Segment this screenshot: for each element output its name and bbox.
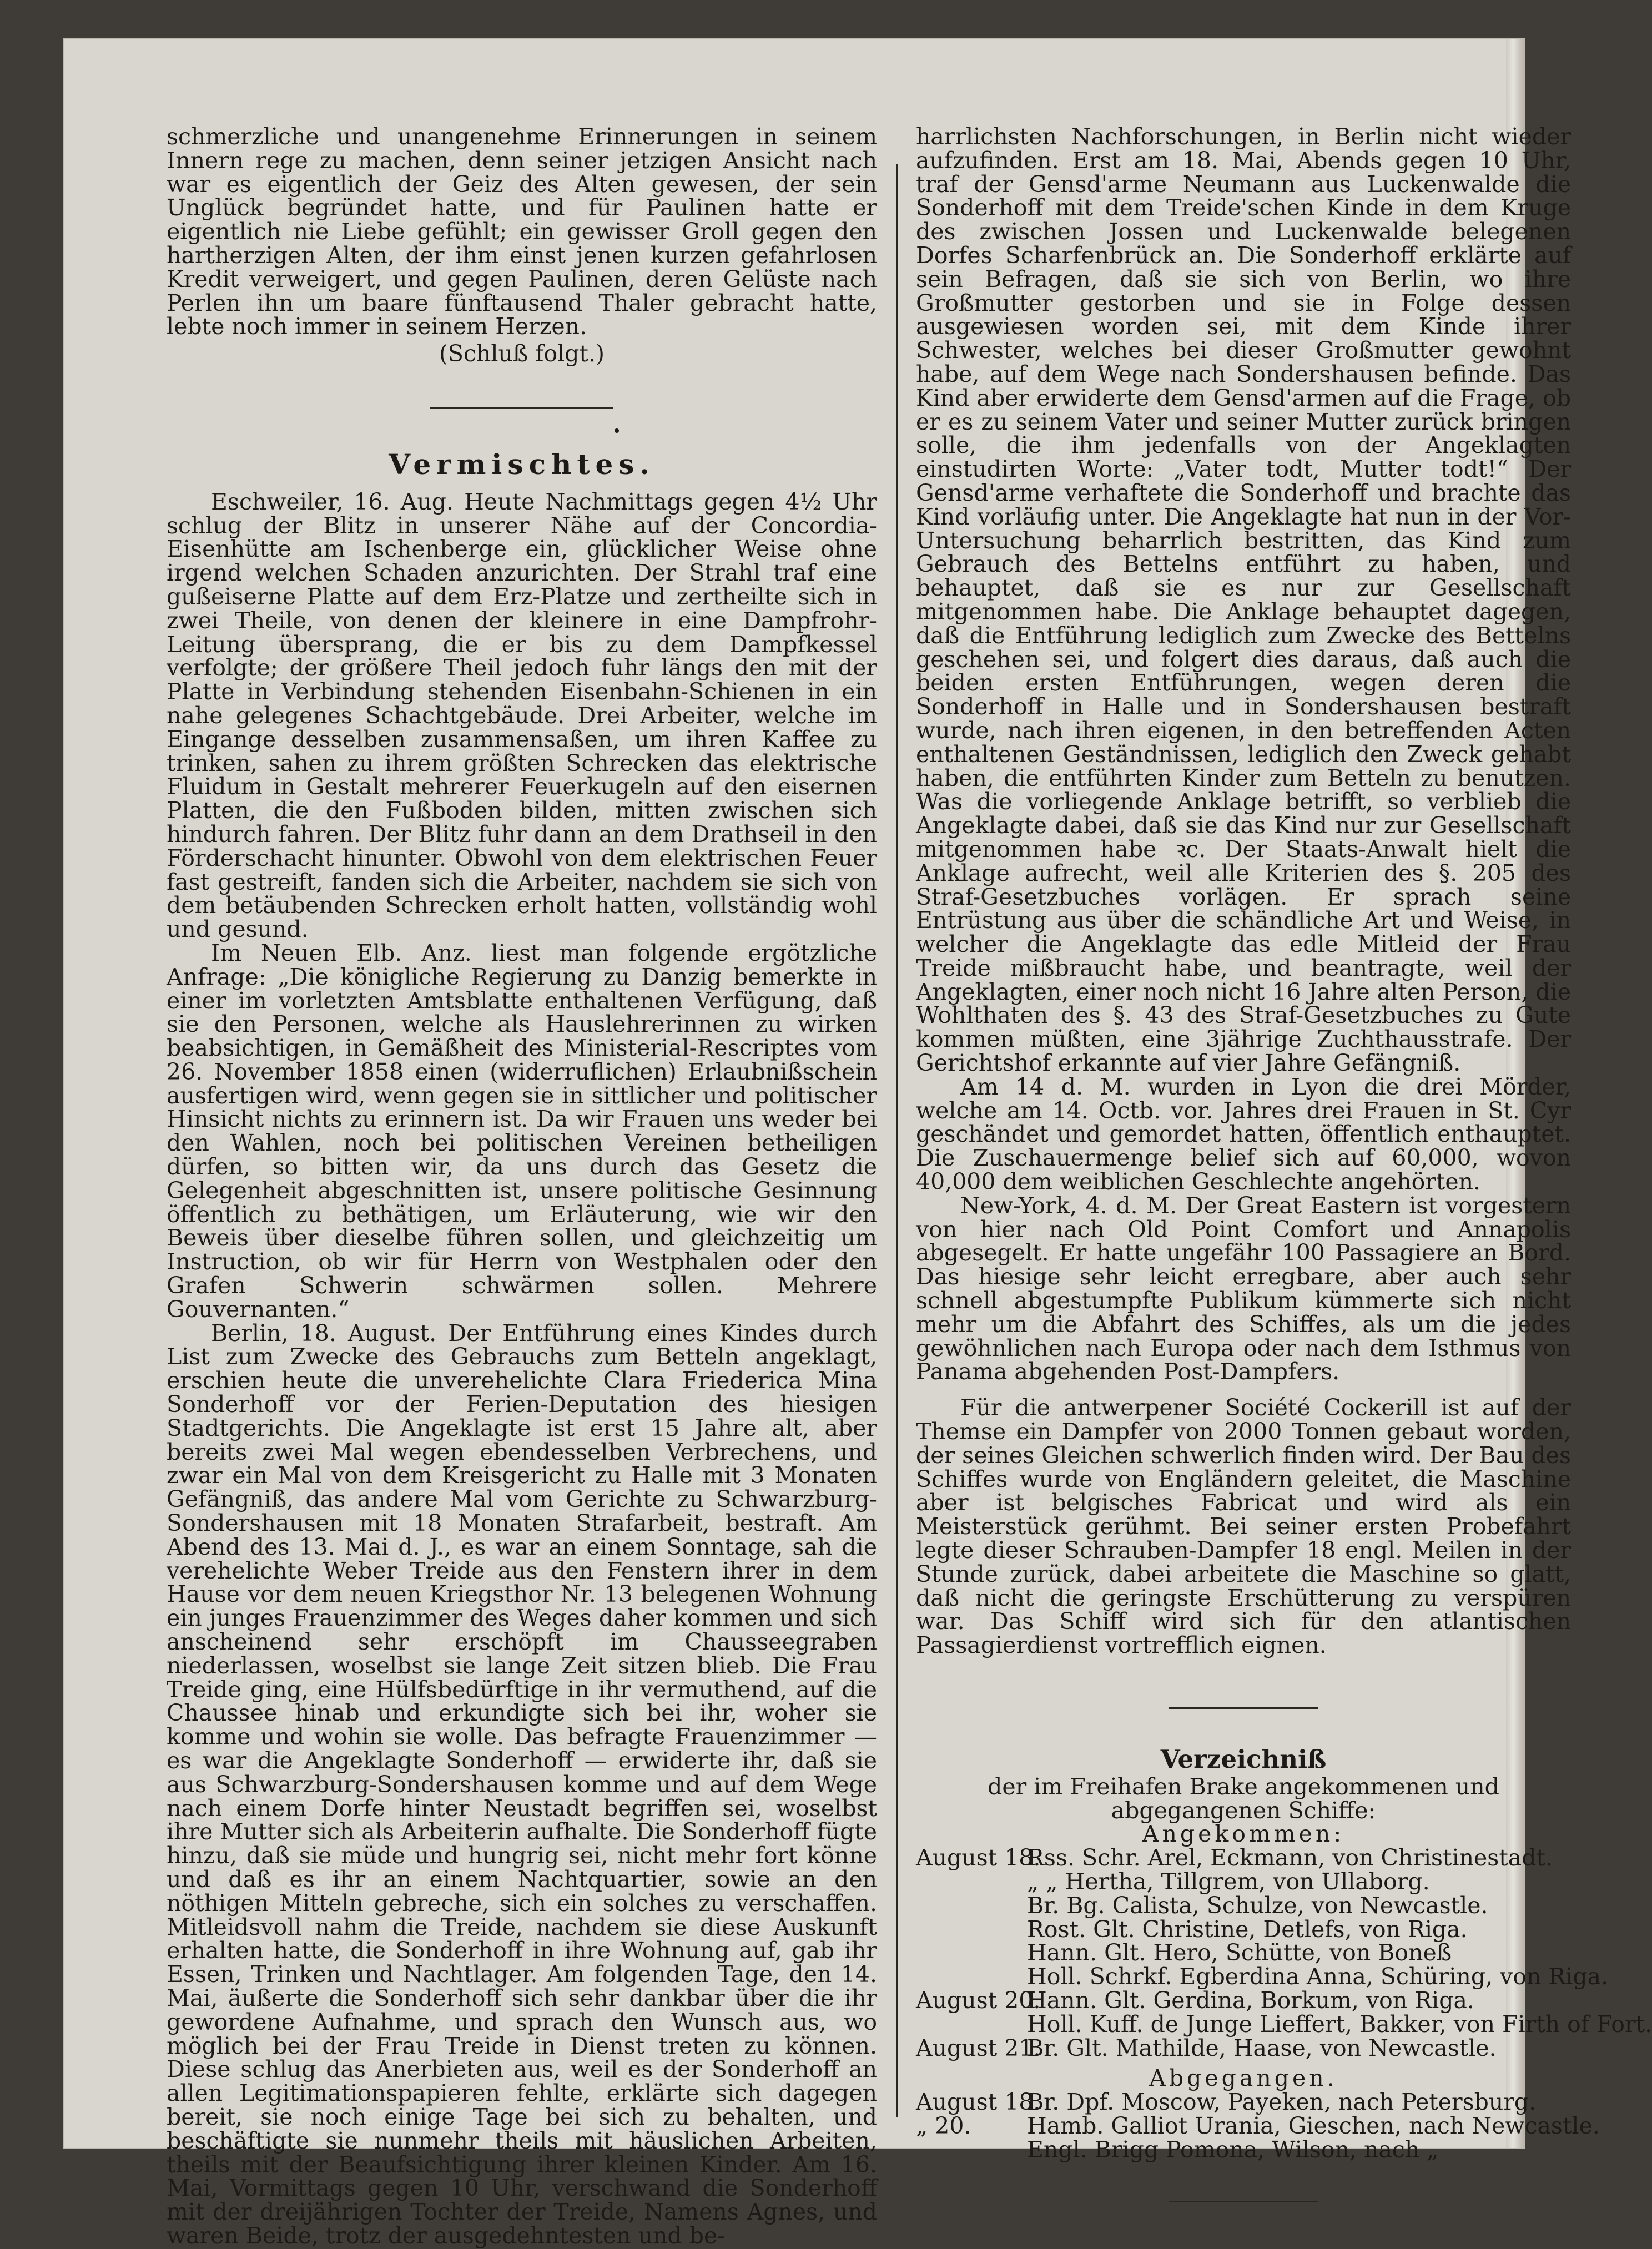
list-item: Hann. Glt. Hero, Schütte, von Boneß (1027, 1939, 1452, 1966)
left-column (167, 125, 877, 2248)
continued-note: (Schluß folgt.) (439, 340, 605, 367)
article-eschweiler: Eschweiler, 16. Aug. Heute Nachmittags gegen 4½ Uhr schlug der Blitz in unserer Nähe auf der Concordia-Eisenhütte am Ischenberge ein, glücklicher Weise ohne irgend welchen Schaden anzurichten. Der Strahl traf eine gußeiserne Platte auf dem Erz-Platze und zertheilte sich in zwei Theile, von denen der kleinere in eine Dampfrohr-Leitung übersprang, die er bis zu dem Dampfkessel verfolgte; der größere Theil jedoch fuhr längs den mit der Platte in Verbindung stehenden Eisenbahn-Schienen in ein nahe gelegenes Schachtgebäude. Drei Arbeiter, welche im Eingange desselben zusammensaßen, um ihren Kaffee zu trinken, sahen zu ihrem größten Schrecken das elektrische Fluidum in Gestalt mehrerer Feuerkugeln auf den eisernen Platten, die den Fußboden bilden, mitten zwischen sich hindurch fahren. Der Blitz fuhr dann an dem Drathseil in den Förderschacht hinunter. Obwohl von dem elektrischen Feuer fast gestreift, fanden sich die Arbeiter, nachdem sie sich von dem betäubenden Schrecken erholt hatten, vollständig wohl und gesund. (167, 488, 877, 943)
list-item: Holl. Kuff. de Junge Lieffert, Bakker, von Firth of Fort. (1027, 2010, 1652, 2038)
ship-list-title: Verzeichniß (1160, 1744, 1327, 1774)
article-elb-anz: Im Neuen Elb. Anz. liest man folgende ergötzliche Anfrage: „Die königliche Regierung zu Danzig bemerkte in einer im vorletzten Amtsblatte enthaltenen Verfügung, daß sie den Personen, welche als Hauslehrerinnen zu wirken beabsichtigen, in Gemäßheit des Ministerial-Rescriptes vom 26. November 1858 einen (widerruflichen) Erlaubnißschein ausfertigen wird, wenn gegen sie in sittlicher und politischer Hinsicht nichts zu erinnern ist. Da wir Frauen uns weder bei den Wahlen, noch bei politischen Vereinen betheiligen dürfen, so bitten wir, da uns durch das Gesetz die Gelegenheit abgeschnitten ist, unsere politische Gesinnung öffentlich zu bethätigen, um Erläuterung, wie wir den Beweis über dieselbe führen sollen, und gleichzeitig um Instruction, ob wir für Herrn von Westphalen oder den Grafen Schwerin schwärmen sollen. Mehrere Gouvernanten.“ (167, 939, 877, 1323)
right-column (916, 123, 1652, 2202)
article-berlin: Berlin, 18. August. Der Entführung eines Kindes durch List zum Zwecke des Gebrauchs zum Betteln angeklagt, erschien heute die unverehelichte Clara Friederica Mina Sonderhoff vor der Ferien-Deputation des hiesigen Stadtgerichts. Die Angeklagte ist erst 15 Jahre alt, aber bereits zwei Mal wegen ebendesselben Verbrechens, und zwar ein Mal von dem Kreisgericht zu Halle mit 3 Monaten Gefängniß, das andere Mal vom Gerichte zu Schwarzburg-Sondershausen mit 18 Monaten Strafarbeit, bestraft. Am Abend des 13. Mai d. J., es war an einem Sonntage, sah die verehelichte Weber Treide aus den Fenstern ihrer in dem Hause vor dem neuen Kriegsthor Nr. 13 belegenen Wohnung ein junges Frauenzimmer des Weges daher kommen und sich anscheinend sehr erschöpft im Chausseegraben niederlassen, woselbst sie lange Zeit sitzen blieb. Die Frau Treide ging, eine Hülfsbedürftige in ihr vermuthend, auf die Chaussee hinab und erkundigte sich bei ihr, woher sie komme und wohin sie wolle. Das befragte Frauenzimmer — es war die Angeklagte Sonderhoff — erwiderte ihr, daß sie aus Schwarzburg-Sondershausen komme und auf dem Wege nach einem Dorfe hinter Neustadt begriffen sei, woselbst ihre Mutter sich als Arbeiterin aufhalte. Die Sonderhoff fügte hinzu, daß sie müde und hungrig sei, nicht mehr fort könne und daß es ihr an einem Nachtquartier, sowie an den nöthigen Mitteln gebreche, sich ein solches zu verschaffen. Mitleidsvoll nahm die Treide, nachdem sie diese Auskunft erhalten hatte, die Sonderhoff in ihre Wohnung auf, gab ihr Essen, Trinken und Nachtlager. Am folgenden Tage, den 14. Mai, äußerte die Sonderhoff sich sehr dankbar über die ihr gewordene Aufnahme, und sprach den Wunsch aus, wo möglich bei der Frau Treide in Dienst treten zu können. Diese schlug das Anerbieten aus, weil es der Sonderhoff an allen Legitimationspapieren fehlte, erklärte sich dagegen bereit, sie noch einige Tage bei sich zu behalten, und beschäftigte sie nunmehr theils mit häuslichen Arbeiten, theils mit der Beaufsichtigung ihrer kleinen Kinder. Am 16. Mai, Vormittags gegen 10 Uhr, verschwand die Sonderhoff mit der dreijährigen Tochter der Treide, Namens Agnes, und waren Beide, trotz der ausgedehntesten und be- (167, 1319, 877, 2249)
article-lyon: Am 14 d. M. wurden in Lyon die drei Mörder, welche am 14. Octb. vor. Jahres drei Frauen in St. Cyr geschändet und gemordet hatten, öffentlich enthauptet. Die Zuschauermenge belief sich auf 60,000, wovon 40,000 dem weiblichen Geschlechte angehörten. (916, 1073, 1571, 1196)
list-item: August 20.Hann. Glt. Gerdina, Borkum, von Riga. (916, 1986, 1474, 2014)
list-item: Rost. Glt. Christine, Detlefs, von Riga. (1027, 1915, 1468, 1943)
list-item: „ 20. Hamb. Galliot Urania, Gieschen, nach Newcastle. (916, 2112, 1600, 2139)
end-divider (1169, 2201, 1318, 2202)
story-ending-paragraph: schmerzliche und unangenehme Erinnerungen in seinem Innern rege zu machen, denn seiner jetzigen Ansicht nach war es eigentlich der Geiz des Alten gewesen, der sein Unglück begründet hatte, und für Paulinen hatte er eigentlich nie Liebe gefühlt; ein gewisser Groll gegen den hartherzigen Alten, der ihm einst jenen kurzen gefahrlosen Kredit verweigert, und gegen Paulinen, deren Gelüste nach Perlen ihn um baare fünftausend Thaler gebracht hatte, lebte noch immer in seinem Herzen. (167, 123, 877, 340)
list-item: August 21.Br. Glt. Mathilde, Haase, von Newcastle. (916, 2034, 1497, 2061)
column-rule (896, 164, 898, 2117)
newspaper-page (64, 39, 1652, 2249)
arrived-heading: Angekommen: (1142, 1821, 1345, 1848)
departed-heading: Abgegangen. (1149, 2065, 1338, 2092)
list-divider (1169, 1707, 1318, 1709)
list-item: Engl. Brigg Pomona, Wilson, nach „ (1027, 2136, 1439, 2163)
ink-speck (615, 428, 619, 433)
ship-list-subtitle: der im Freihafen Brake angekommenen und abgegangenen Schiffe: (988, 1773, 1499, 1824)
article-new-york: New-York, 4. d. M. Der Great Eastern ist vorgestern von hier nach Old Point Comfort und Annapolis abgesegelt. Er hatte ungefähr 100 Passagiere an Bord. Das hiesige sehr leicht erregbare, aber auch sehr schnell abgestumpfte Publikum kümmerte sich nicht mehr um die Abfahrt des Schiffes, als um die jedes gewöhnlichen nach Europa oder nach dem Isthmus von Panama abgehenden Post-Dampfers. (916, 1192, 1571, 1385)
departed-list (916, 2089, 1600, 2163)
list-item: Br. Bg. Calista, Schulze, von Newcastle. (1027, 1892, 1488, 1919)
article-berlin-continued: harrlichsten Nachforschungen, in Berlin nicht wieder aufzufinden. Erst am 18. Mai, Abends gegen 10 Uhr, traf der Gensd'arme Neumann aus Luckenwalde die Sonderhoff mit dem Treide'schen Kinde in dem Kruge des zwischen Jossen und Luckenwalde belegenen Dorfes Scharfenbrück an. Die Sonderhoff erklärte auf sein Befragen, daß sie sich von Berlin, wo ihre Großmutter gestorben und sie in Folge dessen ausgewiesen worden sei, mit dem Kinde ihrer Schwester, welches bei dieser Großmutter gewohnt habe, auf dem Wege nach Sondershausen befinde. Das Kind aber erwiderte dem Gensd'armen auf die Frage, ob er es zu seinem Vater und seiner Mutter zurück bringen solle, die ihm jedenfalls von der Angeklagten einstudirten Worte: „Vater todt, Mutter todt!“ Der Gensd'arme verhaftete die Sonderhoff und brachte das Kind vorläufig unter. Die Angeklagte hat nun in der Vor-Untersuchung beharrlich bestritten, das Kind zum Gebrauch des Bettelns entführt zu haben, und behauptet, daß sie es nur zur Gesellschaft mitgenommen habe. Die Anklage behauptet dagegen, daß die Entführung lediglich zum Zwecke des Bettelns geschehen sei, und folgert dies daraus, daß auch die beiden ersten Entführungen, wegen deren die Sonderhoff in Halle und in Sondershausen bestraft wurde, nach ihren eigenen, in den betreffenden Acten enthaltenen Geständnissen, lediglich den Zweck gehabt haben, die entführten Kinder zum Betteln zu benutzen. Was die vorliegende Anklage betrifft, so verblieb die Angeklagte dabei, daß sie das Kind nur zur Gesellschaft mitgenommen habe ꝛc. Der Staats-Anwalt hielt die Anklage aufrecht, weil alle Kriterien des §. 205 des Straf-Gesetzbuches vorlägen. Er sprach seine Entrüstung aus über die schändliche Art und Weise, in welcher die Angeklagte das edle Mitleid der Frau Treide mißbraucht habe, und beantragte, weil der Angeklagten, einer noch nicht 16 Jahre alten Person, die Wohlthaten des §. 43 des Straf-Gesetzbuches zu Gute kommen müßten, eine 3jährige Zuchthausstrafe. Der Gerichtshof erkannte auf vier Jahre Gefängniß. (916, 123, 1571, 1077)
section-divider (430, 407, 613, 409)
list-item: „ „ Hertha, Tillgrem, von Ullaborg. (1027, 1868, 1430, 1895)
article-cockerill: Für die antwerpener Société Cockerill ist auf der Themse ein Dampfer von 2000 Tonnen gebaut worden, der seines Gleichen schwerlich finden wird. Der Bau des Schiffes wurde von Engländern geleitet, die Maschine aber ist belgisches Fabricat und wird als ein Meisterstück gerühmt. Bei seiner ersten Probefahrt legte dieser Schrauben-Dampfer 18 engl. Meilen in der Stunde zurück, dabei arbeitete die Maschine so glatt, daß nicht die geringste Erschütterung zu verspüren war. Das Schiff wird sich für den atlantischen Passagierdienst vortrefflich eignen. (916, 1394, 1571, 1659)
arrived-list (916, 1844, 1652, 2061)
list-item: Holl. Schrkf. Egberdina Anna, Schüring, von Riga. (1027, 1963, 1609, 1990)
section-heading: Vermischtes. (389, 447, 655, 481)
list-item: August 18.Br. Dpf. Moscow, Payeken, nach Petersburg. (916, 2089, 1537, 2116)
list-item: August 18.Rss. Schr. Arel, Eckmann, von Christinestadt. (916, 1844, 1553, 1872)
